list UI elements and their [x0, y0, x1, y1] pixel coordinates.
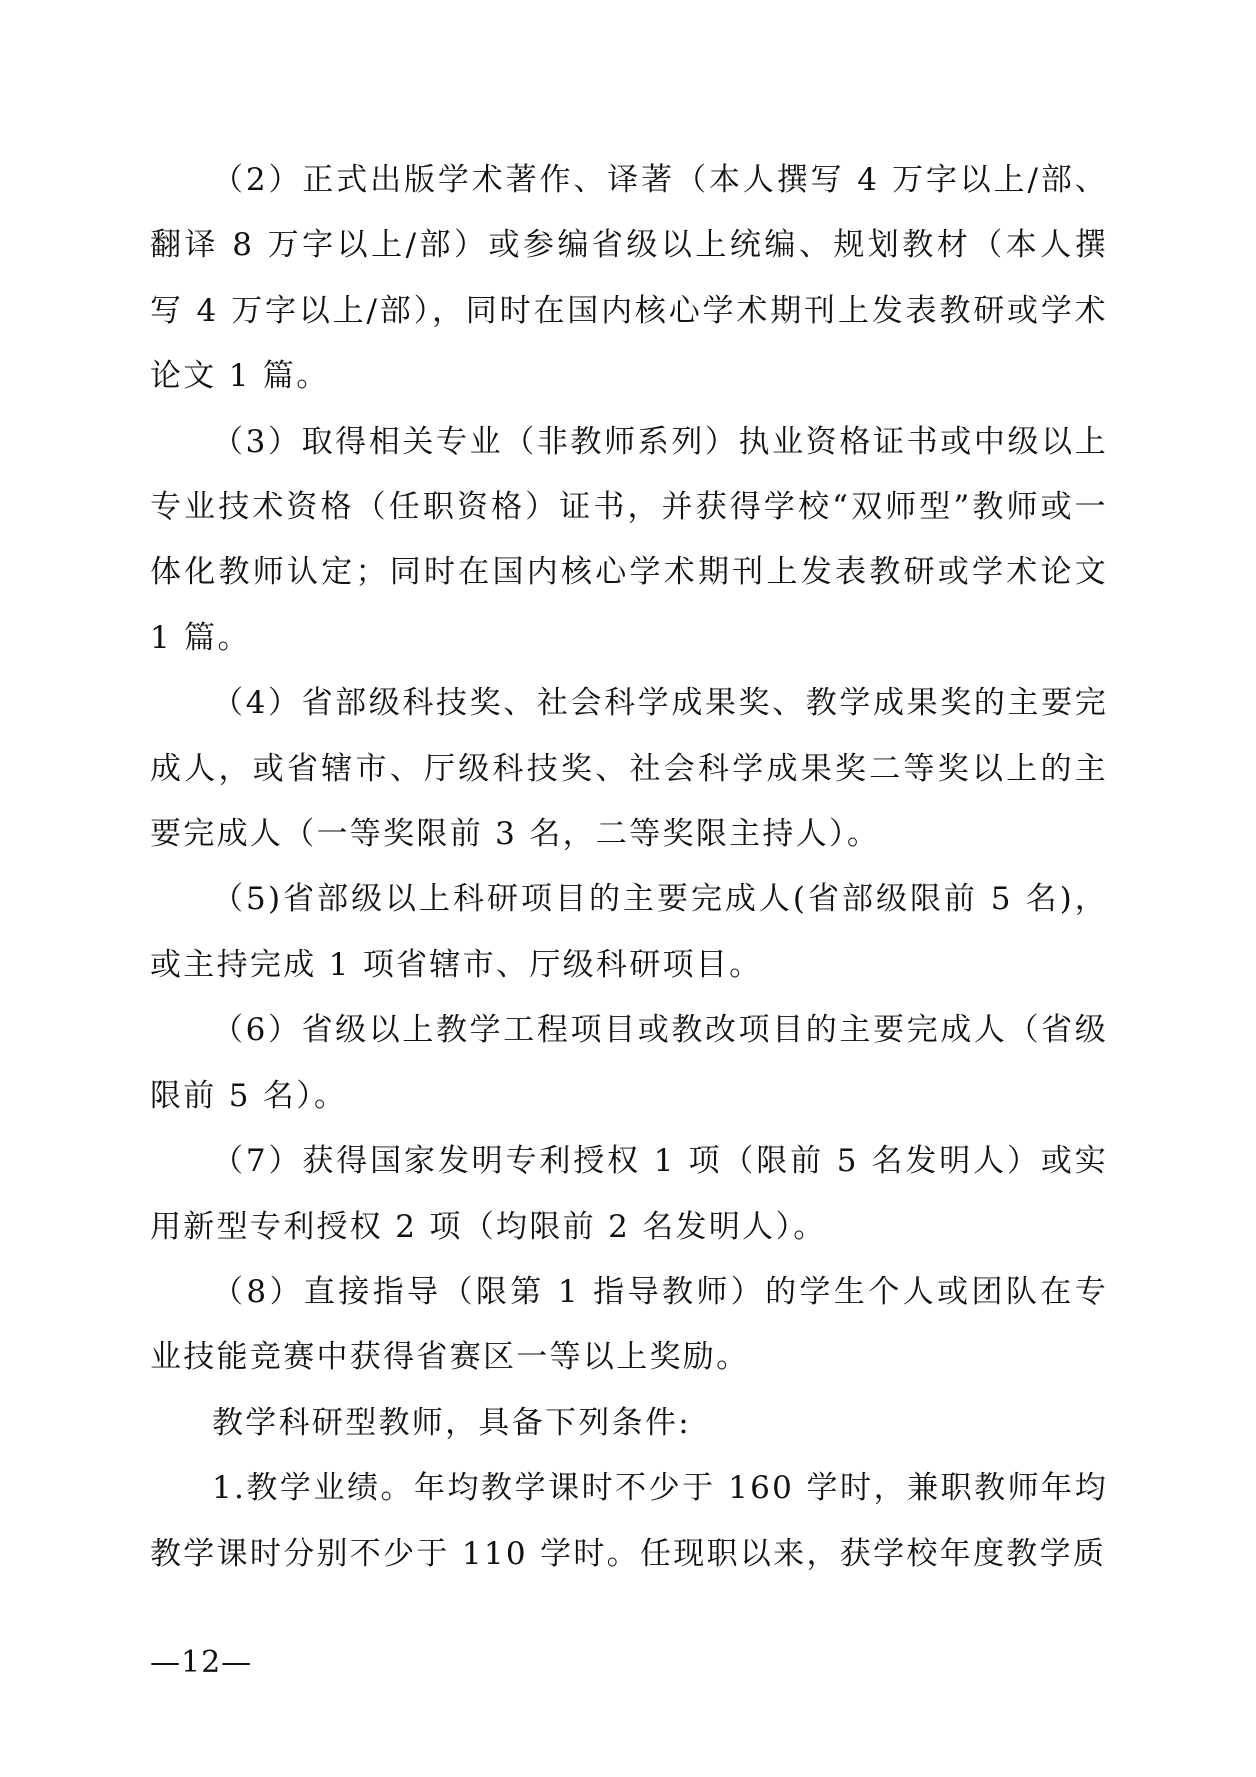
paragraph-item-4: （4）省部级科技奖、社会科学成果奖、教学成果奖的主要完成人，或省辖市、厅级科技奖、社会科学成果奖二等奖以上的主要完成人（一等奖限前 3 名，二等奖限主持人）。	[150, 685, 1108, 853]
paragraph-item-3: （3）取得相关专业（非教师系列）执业资格证书或中级以上专业技术资格（任职资格）证书，并获得学校“双师型”教师或一体化教师认定；同时在国内核心学术期刊上发表教研或学术论文 1 篇。	[150, 423, 1108, 656]
section-intro-paragraph: 教学科研型教师，具备下列条件:	[212, 1404, 691, 1441]
paragraph-item-8: （8）直接指导（限第 1 指导教师）的学生个人或团队在专业技能竞赛中获得省赛区一等以上奖励。	[150, 1273, 1108, 1376]
paragraph-item-5: （5)省部级以上科研项目的主要完成人(省部级限前 5 名)，或主持完成 1 项省辖市、厅级科研项目。	[150, 881, 1108, 983]
document-body	[150, 148, 1108, 1587]
paragraph-item-7: （7）获得国家发明专利授权 1 项（限前 5 名发明人）或实用新型专利授权 2 项（均限前 2 名发明人）。	[150, 1143, 1108, 1245]
paragraph-item-2: （2）正式出版学术著作、译著（本人撰写 4 万字以上/部、翻译 8 万字以上/部）或参编省级以上统编、规划教材（本人撰写 4 万字以上/部），同时在国内核心学术期刊上发表教研或学术论文 1 篇。	[150, 162, 1108, 395]
paragraph-item-6: （6）省级以上教学工程项目或教改项目的主要完成人（省级限前 5 名）。	[150, 1012, 1108, 1114]
teaching-performance-paragraph: 1.教学业绩。年均教学课时不少于 160 学时，兼职教师年均教学课时分别不少于 110 学时。任现职以来，获学校年度教学质	[150, 1470, 1108, 1572]
page-number: —12—	[150, 1645, 253, 1680]
